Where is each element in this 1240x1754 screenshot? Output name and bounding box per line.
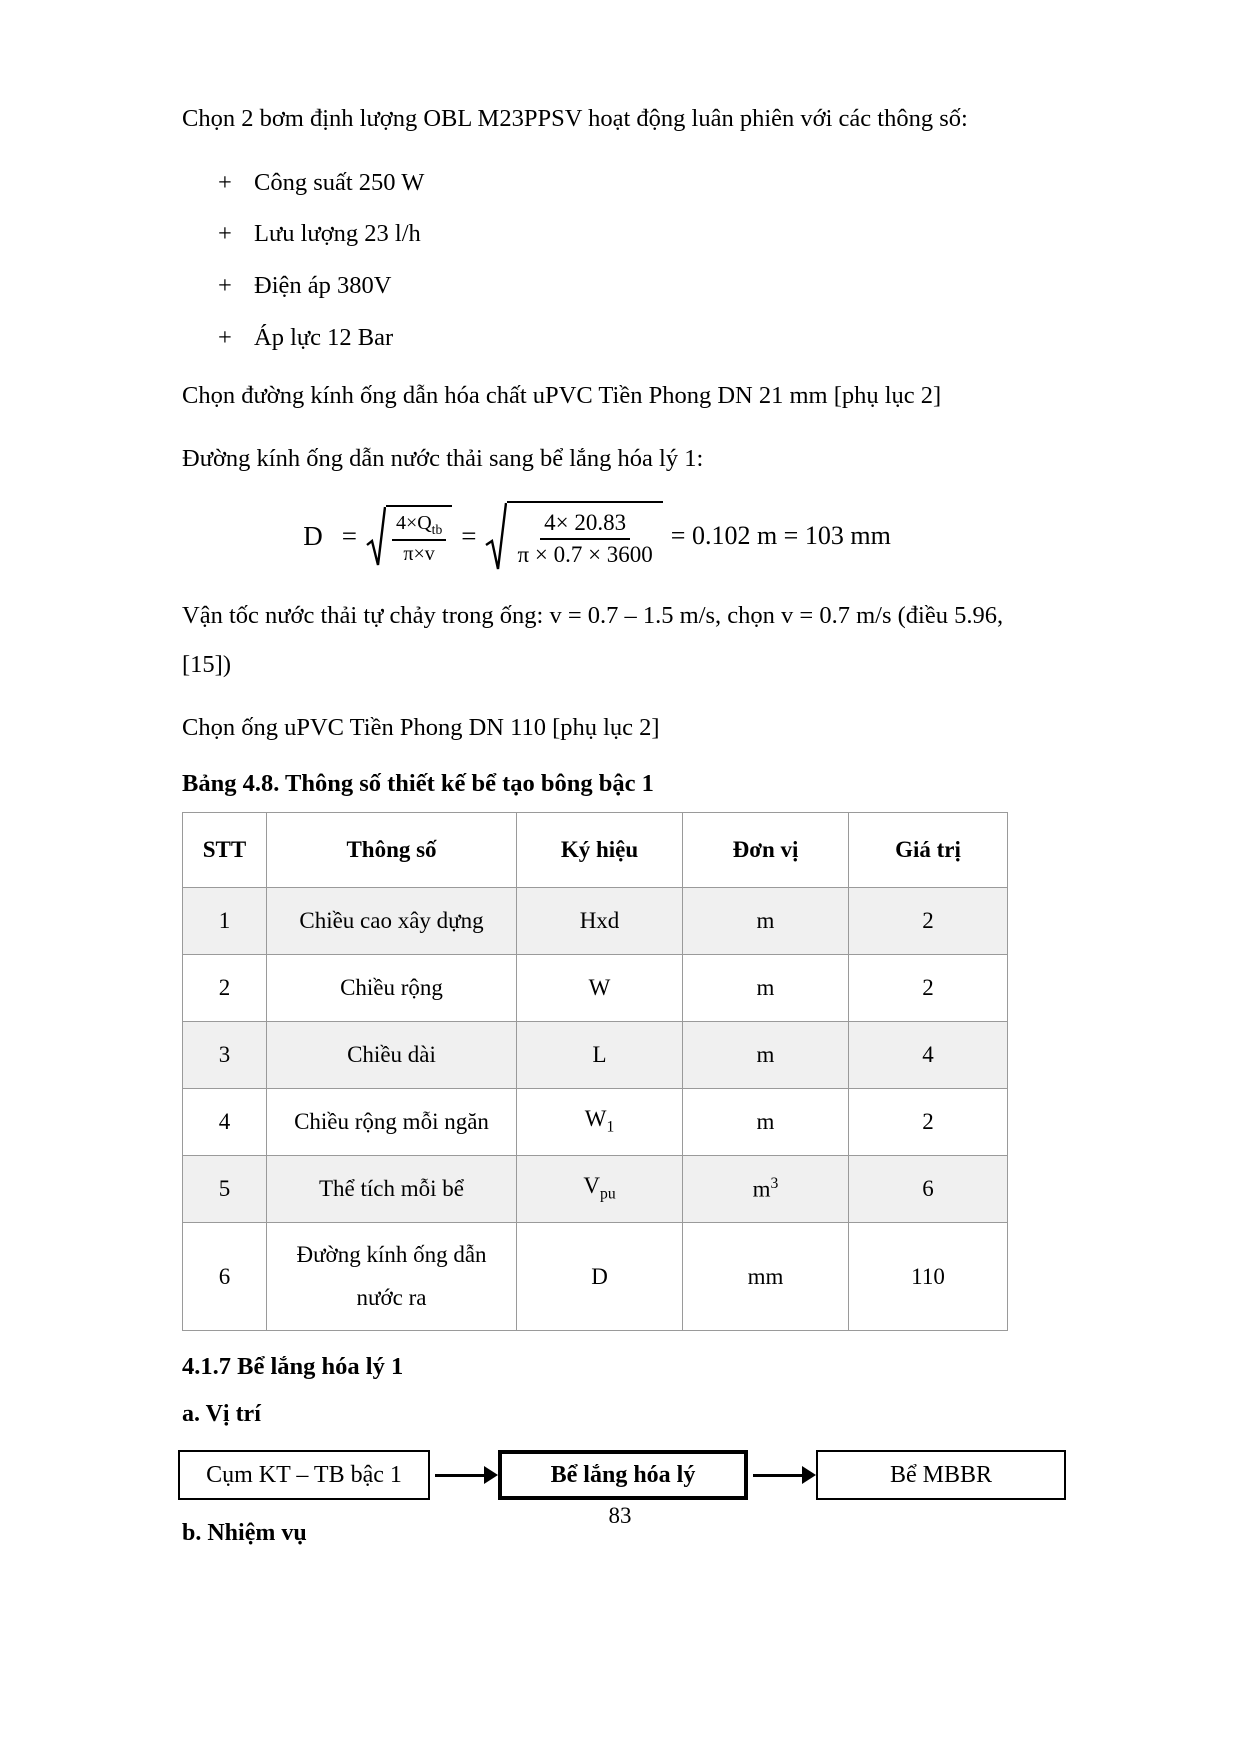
cell-symbol: Hxd: [517, 887, 683, 954]
column-header-stt: STT: [183, 812, 267, 887]
fraction-denominator: π × 0.7 × 3600: [517, 541, 653, 567]
cell-parameter: Chiều rộng mỗi ngăn: [267, 1088, 517, 1155]
bullet-text: Áp lực 12 Bar: [254, 323, 394, 351]
cell-stt: 1: [183, 887, 267, 954]
numerator-subscript: tb: [431, 521, 443, 537]
formula-expression: [303, 501, 891, 571]
cell-value: 6: [849, 1155, 1008, 1222]
cell-unit: m: [683, 954, 849, 1021]
table-row: [183, 1021, 1008, 1088]
radical-second: [485, 501, 662, 571]
cell-stt: 2: [183, 954, 267, 1021]
cell-unit: m: [683, 1088, 849, 1155]
formula-block: [182, 501, 1012, 571]
cell-value: 2: [849, 1088, 1008, 1155]
paragraph-chemical-pipe-diameter: Chọn đường kính ống dẫn hóa chất uPVC Tiền Phong DN 21 mm [phụ lục 2]: [182, 382, 942, 410]
cell-value: 110: [849, 1222, 1008, 1330]
flow-box-source: Cụm KT – TB bậc 1: [178, 1450, 430, 1500]
symbol-base: W: [584, 1106, 607, 1132]
cell-stt: 5: [183, 1155, 267, 1222]
fraction-second: [513, 510, 656, 568]
table-row: [183, 1222, 1008, 1330]
cell-stt: 4: [183, 1088, 267, 1155]
column-header-value: Giá trị: [849, 812, 1008, 887]
radical-sign-icon: [485, 501, 507, 571]
numerator-text: 4×Q: [395, 511, 432, 534]
subheading-location: a. Vị trí: [182, 1401, 261, 1428]
list-item: [182, 264, 1012, 308]
table-row: [183, 887, 1008, 954]
intro-paragraph: Chọn 2 bơm định lượng OBL M23PPSV hoạt động luân phiên với các thông số:: [182, 105, 968, 132]
subheading-task: b. Nhiệm vụ: [182, 1520, 307, 1547]
cell-parameter: Chiều rộng: [267, 954, 517, 1021]
formula-equals-2: =: [461, 520, 477, 551]
spec-bullet-list: [182, 161, 1012, 359]
parameter-line-1: Đường kính ống dẫn: [296, 1241, 487, 1267]
fraction-denominator: π×v: [403, 542, 435, 565]
bullet-marker: +: [218, 323, 232, 351]
fraction-numerator: [392, 512, 446, 541]
cell-stt: 6: [183, 1222, 267, 1330]
cell-symbol: [517, 1088, 683, 1155]
paragraph-velocity: Vận tốc nước thải tự chảy trong ống: v = 0.7 – 1.5 m/s, chọn v = 0.7 m/s (điều 5.96,: [182, 602, 1004, 630]
bullet-marker: +: [218, 220, 232, 248]
arrow-head: [484, 1466, 498, 1484]
fraction-numerator: 4× 20.83: [540, 510, 630, 540]
cell-symbol: W: [517, 954, 683, 1021]
cell-unit: mm: [683, 1222, 849, 1330]
fraction-first: [392, 512, 446, 566]
bullet-text: Lưu lượng 23 l/h: [254, 220, 421, 248]
table-caption: Bảng 4.8. Thông số thiết kế bể tạo bông bậc 1: [182, 769, 654, 797]
process-flow-diagram: [178, 1444, 1088, 1506]
radical-first: [366, 505, 452, 567]
arrow-right-icon: [430, 1464, 498, 1486]
list-item: [182, 161, 1012, 205]
cell-parameter: Thể tích mỗi bể: [267, 1155, 517, 1222]
arrow-head: [802, 1466, 816, 1484]
design-parameters-table: [182, 812, 1008, 1331]
list-item: [182, 316, 1012, 360]
cell-parameter: Chiều cao xây dựng: [267, 887, 517, 954]
page-content: [182, 98, 1012, 1563]
table-header-row: [183, 812, 1008, 887]
bullet-marker: +: [218, 272, 232, 300]
cell-symbol: [517, 1155, 683, 1222]
cell-stt: 3: [183, 1021, 267, 1088]
cell-value: 4: [849, 1021, 1008, 1088]
paragraph-outlet-intro: Đường kính ống dẫn nước thải sang bể lắng hóa lý 1:: [182, 445, 704, 473]
cell-unit: [683, 1155, 849, 1222]
cell-unit: m: [683, 887, 849, 954]
radical-body: [507, 501, 662, 571]
unit-base: m: [752, 1176, 771, 1202]
cell-parameter: [267, 1222, 517, 1330]
bullet-text: Điện áp 380V: [254, 272, 392, 300]
unit-superscript: 3: [770, 1174, 779, 1192]
cell-unit: m: [683, 1021, 849, 1088]
cell-symbol: L: [517, 1021, 683, 1088]
column-header-symbol: Ký hiệu: [517, 812, 683, 887]
cell-value: 2: [849, 887, 1008, 954]
column-header-parameter: Thông số: [267, 812, 517, 887]
radical-sign-icon: [366, 505, 386, 567]
formula-result: = 0.102 m = 103 mm: [670, 521, 891, 551]
bullet-text: Công suất 250 W: [254, 168, 425, 196]
page-number: 83: [608, 1503, 632, 1528]
radical-body: [386, 505, 452, 567]
column-header-unit: Đơn vị: [683, 812, 849, 887]
flow-box-current: Bể lắng hóa lý: [498, 1450, 748, 1500]
table-row: [183, 1155, 1008, 1222]
table-row: [183, 954, 1008, 1021]
symbol-base: V: [583, 1173, 600, 1199]
symbol-subscript: 1: [606, 1118, 615, 1136]
cell-symbol: D: [517, 1222, 683, 1330]
section-heading: 4.1.7 Bể lắng hóa lý 1: [182, 1353, 404, 1381]
symbol-subscript: pu: [600, 1185, 616, 1203]
arrow-right-icon: [748, 1464, 816, 1486]
paragraph-velocity-continued: [15]): [182, 650, 231, 678]
paragraph-pipe-choice: Chọn ống uPVC Tiền Phong DN 110 [phụ lục 2]: [182, 713, 660, 741]
parameter-line-2: nước ra: [356, 1285, 427, 1311]
table-row: [183, 1088, 1008, 1155]
bullet-marker: +: [218, 168, 232, 196]
formula-equals-1: =: [341, 520, 357, 551]
flow-box-next: Bể MBBR: [816, 1450, 1066, 1500]
list-item: [182, 212, 1012, 256]
arrow-shaft: [753, 1474, 802, 1477]
arrow-shaft: [435, 1474, 484, 1477]
cell-parameter: Chiều dài: [267, 1021, 517, 1088]
cell-value: 2: [849, 954, 1008, 1021]
formula-lhs: D: [303, 520, 323, 551]
